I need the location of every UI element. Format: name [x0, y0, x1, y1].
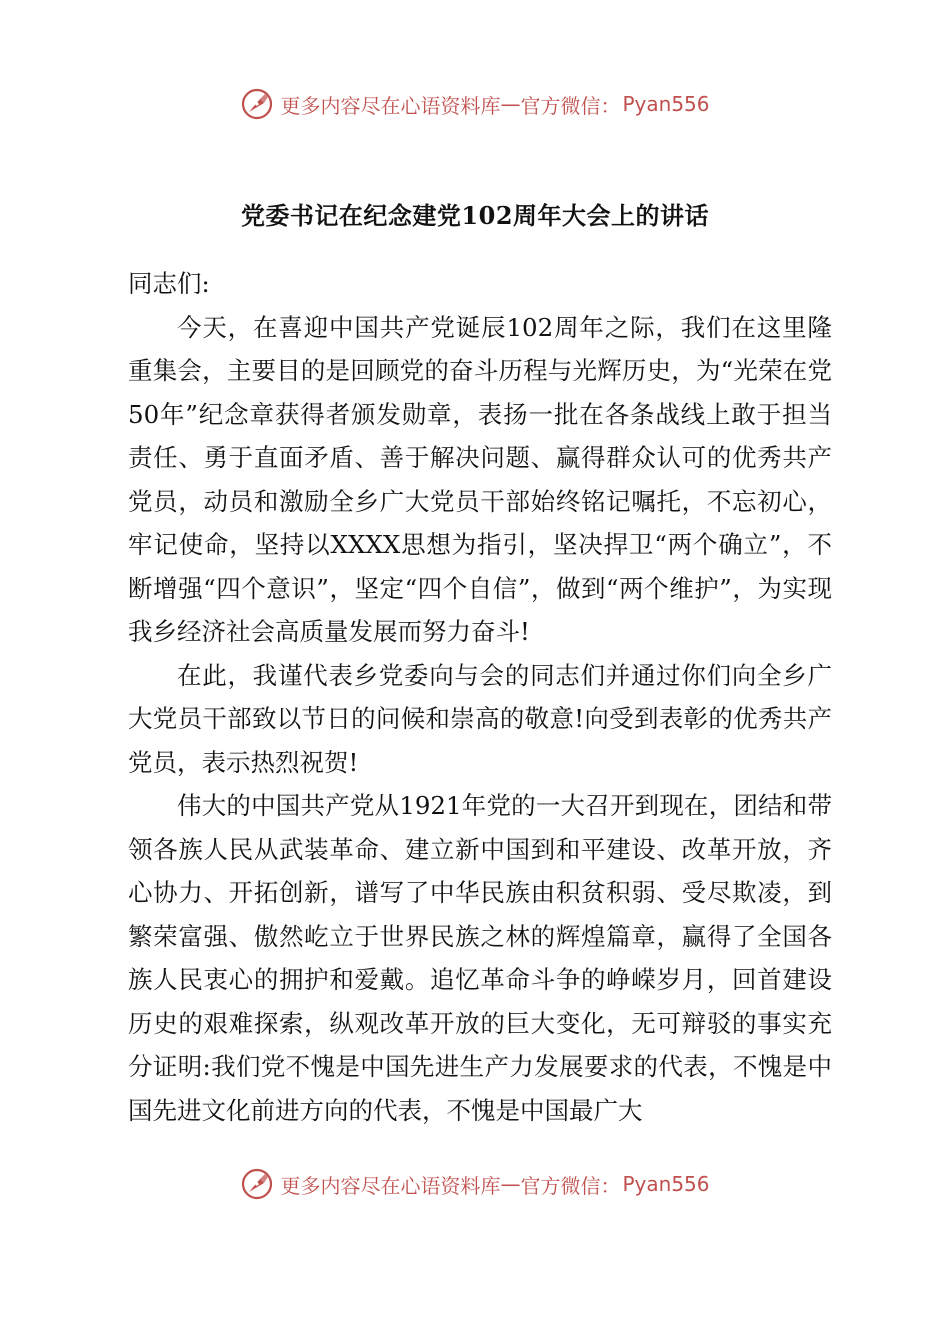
paragraph: 今天，在喜迎中国共产党诞辰102周年之际，我们在这里隆重集会，主要目的是回顾党的奋斗历程与光辉历史，为“光荣在党50年”纪念章获得者颁发勋章，表扬一批在各条战线上敢于担当责任、勇于直面矛盾、善于解决问题、赢得群众认可的优秀共产党员，动员和激励全乡广大党员干部始终铭记嘱托，不忘初心，牢记使命，坚持以XXXX思想为指引，坚决捍卫“两个确立”，不断增强“四个意识”，坚定“四个自信”，做到“两个维护”，为实现我乡经济社会高质量发展而努力奋斗!: [128, 312, 832, 646]
paragraph: 伟大的中国共产党从1921年党的一大召开到现在，团结和带领各族人民从武装革命、建立新中国到和平建设、改革开放，齐心协力、开拓创新，谱写了中华民族由积贫积弱、受尽欺凌，到繁荣富强、傲然屹立于世界民族之林的辉煌篇章，赢得了全国各族人民衷心的拥护和爱戴。追忆革命斗争的峥嵘岁月，回首建设历史的艰难探索，纵观改革开放的巨大变化，无可辩驳的事实充分证明:我们党不愧是中国先进生产力发展要求的代表，不愧是中国先进文化前进方向的代表，不愧是中国最广大: [128, 791, 832, 1125]
pen-nib-icon: [240, 87, 274, 121]
banner-wechat-label: 官方微信：: [520, 93, 621, 118]
banner-brand-text: 更多内容尽在心语资料库: [280, 1173, 501, 1198]
banner-separator: —: [500, 92, 521, 116]
document-title: 党委书记在纪念建党102周年大会上的讲话: [240, 201, 710, 230]
banner-brand-text: 更多内容尽在心语资料库: [280, 93, 501, 118]
document-body: [128, 262, 832, 1132]
header-watermark-banner: [0, 84, 950, 124]
footer-watermark-banner: [0, 1164, 950, 1204]
banner-wechat-id: Pyan556: [622, 1172, 710, 1196]
pen-nib-icon: [240, 1167, 274, 1201]
paragraph: 在此，我谨代表乡党委向与会的同志们并通过你们向全乡广大党员干部致以节日的问候和崇高的敬意!向受到表彰的优秀共产党员，表示热烈祝贺!: [128, 660, 832, 777]
banner-wechat-id: Pyan556: [622, 92, 710, 116]
banner-wechat-label: 官方微信：: [520, 1173, 621, 1198]
banner-separator: —: [500, 1172, 521, 1196]
salutation: 同志们:: [128, 269, 210, 298]
